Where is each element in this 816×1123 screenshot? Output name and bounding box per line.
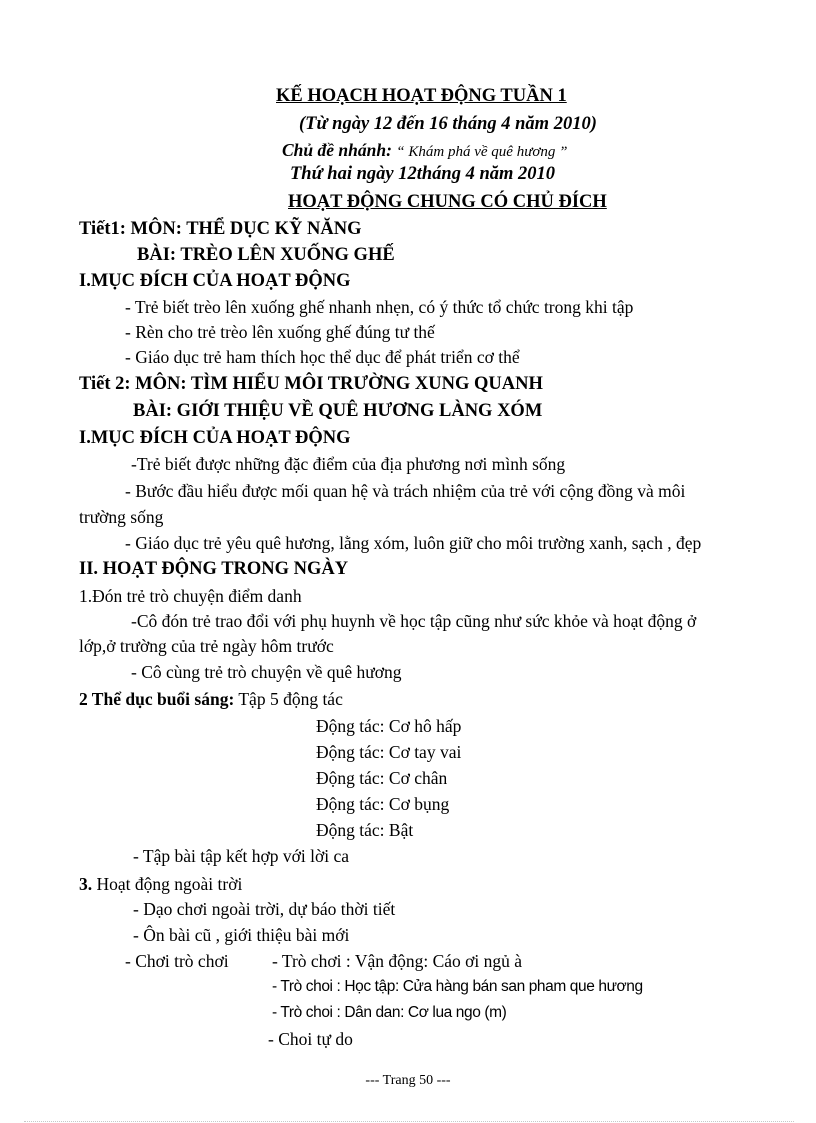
s1-item: -Cô đón trẻ trao đổi với phụ huynh về học tập cũng như sức khỏe và hoạt động ở [131,611,697,631]
lesson1-subject: Tiết1: MÔN: THỂ DỤC KỸ NĂNG [79,219,362,239]
theme-label: Chủ đề nhánh: [282,140,392,160]
page-number: --- Trang 50 --- [365,1073,451,1088]
lesson2-item: -Trẻ biết được những đặc điểm của địa phương nơi mình sống [131,454,566,474]
game-item: - Trò choi : Học tập: Cửa hàng bán san pham que hương [272,978,643,995]
s3-item: - Ôn bài cũ , giới thiệu bài mới [133,925,350,945]
section-heading: HOẠT ĐỘNG CHUNG CÓ CHỦ ĐÍCH [288,192,607,212]
s2-note: - Tập bài tập kết hợp với lời ca [133,846,349,866]
lesson2-item: - Bước đầu hiểu được mối quan hệ và trách nhiệm của trẻ với cộng đồng và môi [125,481,686,501]
lesson1-topic: BÀI: TRÈO LÊN XUỐNG GHẾ [137,245,395,265]
lesson2-subject: Tiết 2: MÔN: TÌM HIỂU MÔI TRƯỜNG XUNG QUANH [79,374,543,394]
s3-title-number: 3. [79,874,93,894]
exercise-item: Động tác: Cơ bụng [316,794,450,814]
s1-item: - Cô cùng trẻ trò chuyện về quê hương [131,662,402,682]
game-item: - Trò choi : Dân dan: Cơ lua ngo (m) [272,1004,507,1021]
theme-value: “ Khám phá về quê hương ” [396,144,568,160]
game-item: - Trò chơi : Vận động: Cáo ơi ngủ à [272,951,523,971]
s3-title-rest: Hoạt động ngoài trời [92,874,243,894]
doc-title: KẾ HOẠCH HOẠT ĐỘNG TUẦN 1 [276,86,567,106]
lesson1-item: - Trẻ biết trèo lên xuống ghế nhanh nhẹn, có ý thức tổ chức trong khi tập [125,297,634,317]
s1-title: 1.Đón trẻ trò chuyện điểm danh [79,586,302,606]
game-item: - Choi tự do [268,1029,353,1049]
s3-item: - Dạo chơi ngoài trời, dự báo thời tiết [133,899,396,919]
daily-heading: II. HOẠT ĐỘNG TRONG NGÀY [79,559,349,579]
page-bottom-divider [24,1121,794,1122]
lesson2-topic: BÀI: GIỚI THIỆU VỀ QUÊ HƯƠNG LÀNG XÓM [133,401,543,421]
lesson2-item-cont: trường sống [79,507,164,527]
s2-title [79,688,343,710]
s3-title [79,873,242,895]
day-heading: Thứ hai ngày 12tháng 4 năm 2010 [290,164,555,184]
s2-title-rest: Tập 5 động tác [234,689,343,709]
exercise-item: Động tác: Cơ hô hấp [316,716,462,736]
lesson2-purpose: I.MỤC ĐÍCH CỦA HOẠT ĐỘNG [79,428,351,448]
lesson1-item: - Giáo dục trẻ ham thích học thể dục để phát triển cơ thể [125,347,520,367]
s3-games-label: - Chơi trò chơi [125,951,229,971]
exercise-item: Động tác: Cơ tay vai [316,742,462,762]
exercise-item: Động tác: Bật [316,820,414,840]
s1-item-cont: lớp,ở trường của trẻ ngày hôm trước [79,636,334,656]
s2-title-bold: 2 Thể dục buổi sáng: [79,689,235,709]
lesson1-item: - Rèn cho trẻ trèo lên xuống ghế đúng tư thế [125,322,435,342]
date-range: (Từ ngày 12 đến 16 tháng 4 năm 2010) [299,114,597,134]
theme-line [282,139,567,163]
lesson2-item: - Giáo dục trẻ yêu quê hương, lằng xóm, luôn giữ cho môi trường xanh, sạch , đẹp [125,533,702,553]
lesson1-purpose: I.MỤC ĐÍCH CỦA HOẠT ĐỘNG [79,271,351,291]
exercise-item: Động tác: Cơ chân [316,768,448,788]
